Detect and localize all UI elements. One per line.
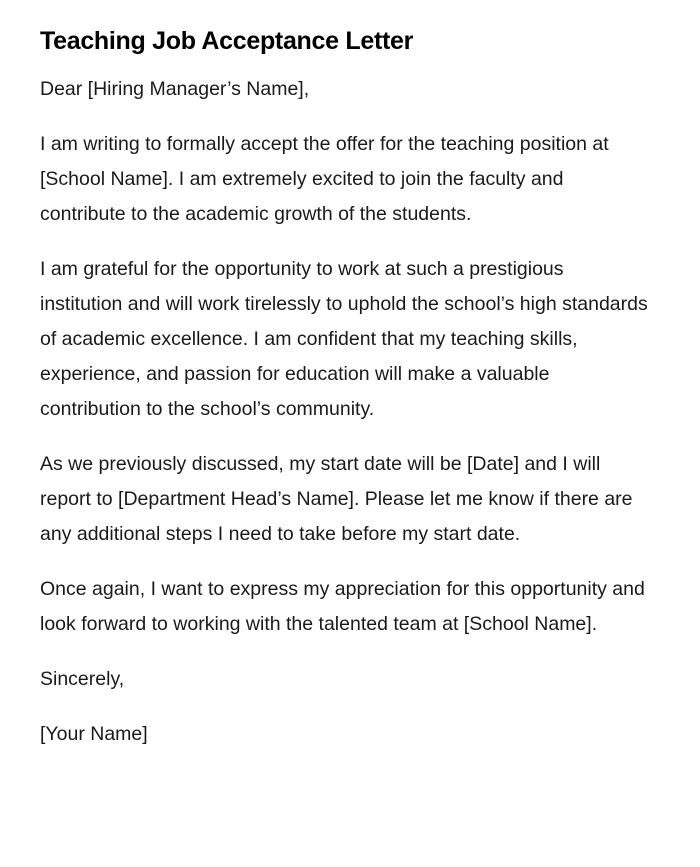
letter-paragraph-gratitude: I am grateful for the opportunity to work at such a prestigious institution and will work tirelessly to uphold the school’s high standards of academic excellence. I am confident that my teaching skills, experience, and passion for education will make a valuable contribution to the school’s community. (40, 258, 648, 420)
letter-title: Teaching Job Acceptance Letter (40, 27, 414, 55)
letter-paragraph-appreciation: Once again, I want to express my appreciation for this opportunity and look forward to working with the talented team at [School Name]. (40, 578, 645, 635)
letter-signature: [Your Name] (40, 723, 148, 745)
letter-paragraph-acceptance: I am writing to formally accept the offer for the teaching position at [School Name]. I am extremely excited to join the faculty and contribute to the academic growth of the students. (40, 133, 609, 225)
letter-paragraph-start-date: As we previously discussed, my start date will be [Date] and I will report to [Department Head’s Name]. Please let me know if there are any additional steps I need to take before my start date. (40, 453, 633, 545)
letter-salutation: Dear [Hiring Manager’s Name], (40, 78, 310, 100)
letter-closing: Sincerely, (40, 668, 125, 690)
